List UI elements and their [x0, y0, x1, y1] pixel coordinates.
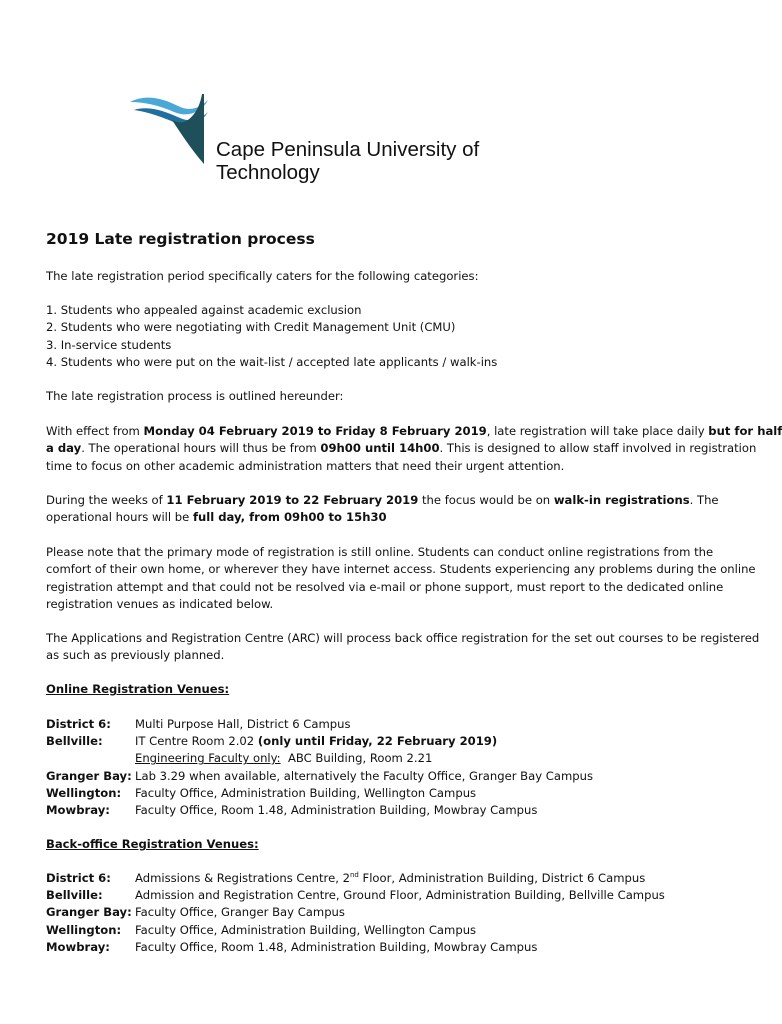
university-name: Cape Peninsula University of Technology: [216, 138, 480, 184]
table-row: [46, 768, 593, 785]
venue-campus: Granger Bay:: [46, 768, 132, 783]
venue-campus: Wellington:: [46, 785, 122, 800]
venue-campus: District 6:: [46, 717, 111, 731]
venue-location: IT Centre Room 2.02 (only until Friday, 22 February 2019): [135, 734, 498, 749]
venue-campus: Bellville:: [46, 888, 103, 903]
weeks-paragraph: During the weeks of 11 February 2019 to 22 February 2019 the focus would be on walk-in registrations. The operational hours will be full day, from 09h00 to 15h30: [46, 493, 719, 525]
effect-paragraph: With effect from Monday 04 February 2019 to Friday 8 February 2019, late registration will take place daily but for half a day. The operational hours will thus be from 09h00 until 14h00. This is designed to allow staff involved in registration time to focus on other academic administration matters that need their urgent attention.: [46, 424, 782, 473]
list-item: 1. Students who appealed against academic exclusion: [46, 303, 362, 317]
venue-location: Faculty Office, Room 1.48, Administration Building, Mowbray Campus: [135, 803, 538, 818]
venue-campus: Mowbray:: [46, 803, 110, 818]
table-row: [46, 939, 665, 956]
venue-location: Multi Purpose Hall, District 6 Campus: [135, 717, 351, 731]
table-row: [46, 922, 665, 939]
venue-campus: District 6:: [46, 871, 111, 885]
venue-location: Faculty Office, Granger Bay Campus: [135, 905, 345, 920]
intro-paragraph: The late registration period specifically caters for the following categories:: [46, 269, 479, 283]
logo-tail: [172, 94, 204, 164]
venue-location: Engineering Faculty only: ABC Building, Room 2.21: [135, 751, 433, 766]
backoffice-venues-table: [46, 870, 665, 956]
table-row: [46, 887, 665, 904]
table-row: [46, 870, 665, 887]
venue-campus: Wellington:: [46, 922, 122, 937]
online-mode-paragraph: Please note that the primary mode of registration is still online. Students can conduct online registrations from the comfort of their own home, or wherever they have internet access. Students experiencing any problems during the online registration attempt and that could not be resolved via e-mail or phone support, must report to the dedicated online registration venues as indicated below.: [46, 545, 756, 611]
table-row: [46, 716, 593, 733]
table-row: [46, 904, 665, 921]
category-list: [46, 302, 730, 371]
table-row: [46, 750, 593, 767]
venue-location: Faculty Office, Administration Building, Wellington Campus: [135, 785, 477, 800]
cput-logo-icon: [128, 92, 210, 166]
venue-location: Admissions & Registrations Centre, 2nd Floor, Administration Building, District 6 Campus: [135, 871, 646, 885]
venue-location: Faculty Office, Room 1.48, Administration Building, Mowbray Campus: [135, 939, 538, 954]
outline-paragraph: The late registration process is outlined hereunder:: [46, 389, 344, 403]
online-venues-heading: Online Registration Venues:: [46, 682, 230, 696]
table-row: [46, 802, 593, 819]
venue-campus: Mowbray:: [46, 939, 110, 954]
online-venues-table: [46, 716, 593, 819]
list-item: 4. Students who were put on the wait-list / accepted late applicants / walk-ins: [46, 354, 498, 369]
arc-paragraph: The Applications and Registration Centre (ARC) will process back office registration for the set out courses to be registered as such as previously planned.: [46, 631, 760, 663]
list-item: 2. Students who were negotiating with Credit Management Unit (CMU): [46, 320, 456, 335]
table-row: [46, 733, 593, 750]
venue-campus: Bellville:: [46, 734, 103, 749]
table-row: [46, 785, 593, 802]
backoffice-venues-heading: Back-office Registration Venues:: [46, 837, 259, 851]
venue-location: Lab 3.29 when available, alternatively the Faculty Office, Granger Bay Campus: [135, 768, 594, 783]
venue-campus: [46, 750, 135, 767]
venue-location: Admission and Registration Centre, Ground Floor, Administration Building, Bellville Campus: [135, 888, 665, 903]
venue-location: Faculty Office, Administration Building, Wellington Campus: [135, 922, 477, 937]
list-item: 3. In-service students: [46, 337, 172, 352]
venue-campus: Granger Bay:: [46, 905, 132, 920]
page-title: 2019 Late registration process: [46, 230, 315, 248]
